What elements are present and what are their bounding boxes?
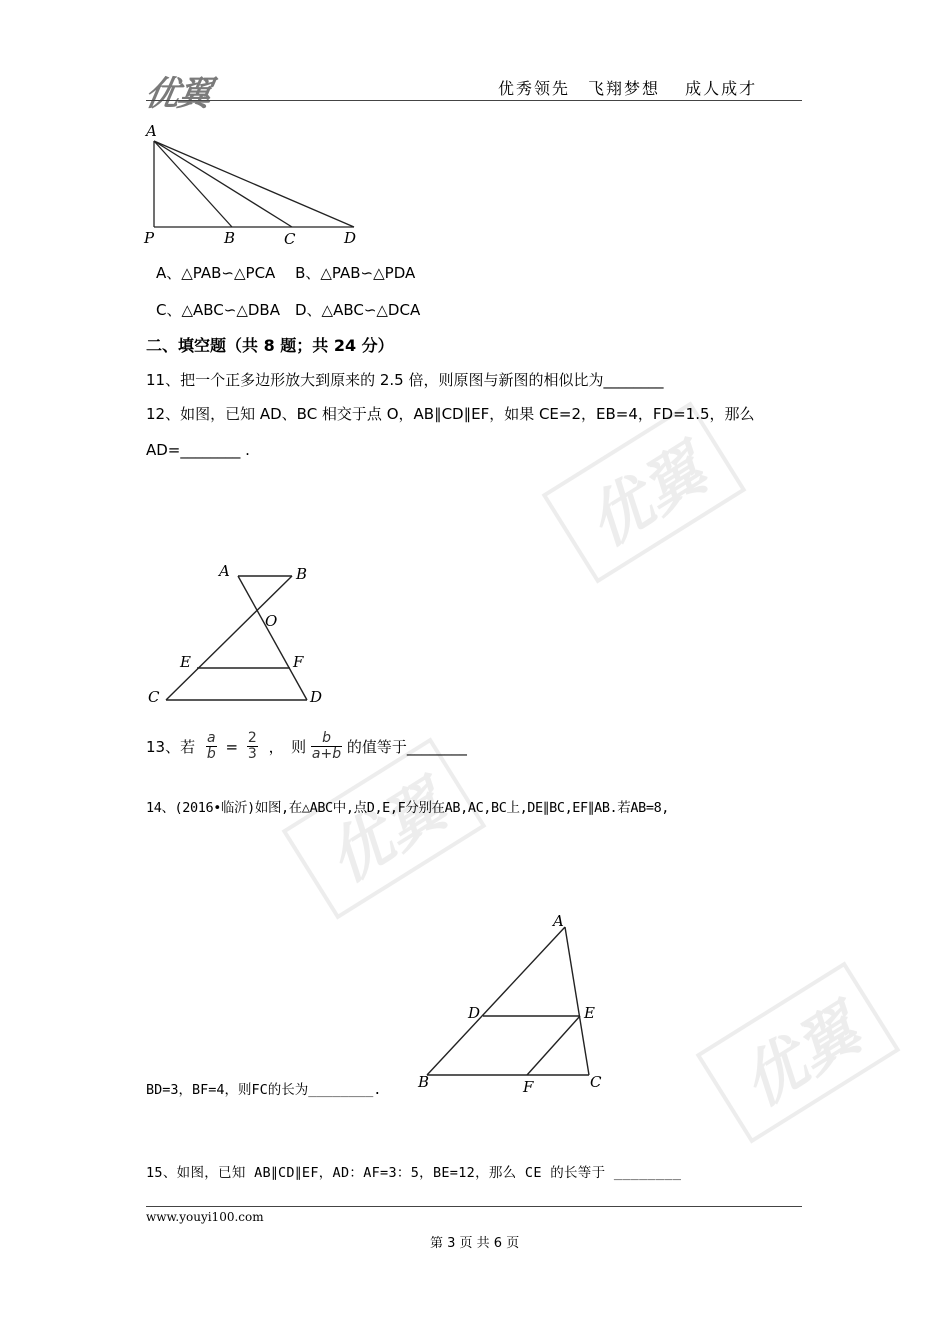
q11-text: 11、把一个正多边形放大到原来的 2.5 倍，则原图与新图的相似比为________ [146,371,664,389]
q13-fraction-two-thirds: $\frac{2}{3}$ [247,730,257,762]
label-d: D [310,688,323,706]
q14-line1: 14、(2016•临沂)如图,在△ABC中,点D,E,F分别在AB,AC,BC上,DE∥BC,EF∥AB.若AB=8, [146,800,670,816]
q10-options-line2: C、△ABC∽△DBA D、△ABC∽△DCA [156,301,421,319]
footer-website: www.youyi100.com [146,1210,264,1224]
label-a: A [219,562,230,580]
label-c: C [148,688,160,706]
q10-options-line1: A、△PAB∽△PCA B、△PAB∽△PDA [156,264,416,282]
label-d: D [468,1004,481,1022]
label-c: C [590,1073,602,1091]
label-a: A [553,912,564,930]
figure-hourglass-abcd [140,555,340,715]
q13-text [146,731,467,762]
q13-middle: ， 则 [268,738,307,756]
label-f: F [523,1078,534,1096]
section2-title: 二、填空题（共 8 题；共 24 分） [146,336,394,355]
page-number: 第 3 页 共 6 页 [430,1236,520,1251]
q13-fraction-a-over-b: $\frac{a}{b}$ [206,730,216,762]
q13-prefix: 13、若 [146,738,196,756]
label-c: C [284,230,296,248]
q14-line2: BD=3，BF=4，则FC的长为________. [146,1082,382,1098]
label-f: F [293,653,304,671]
label-a: A [146,122,157,140]
q15-text: 15、如图，已知 AB∥CD∥EF，AD：AF=3：5，BE=12，那么 CE 的长等于 ________ [146,1165,682,1181]
header-rule [146,100,802,101]
label-d: D [344,229,357,247]
watermark: 优翼 [282,737,487,919]
label-b: B [418,1073,430,1091]
label-o: O [265,612,278,630]
q12-line1: 12、如图，已知 AD、BC 相交于点 O，AB∥CD∥EF，如果 CE=2，EB=4，FD=1.5，那么 [146,405,755,423]
header-motto: 优秀领先 飞翔梦想 成人成才 [498,79,758,98]
label-b: B [296,565,308,583]
q12-line2: AD=________ . [146,441,250,459]
figure-triangle-abc-def [410,908,610,1098]
logo: 优翼 [141,74,213,114]
watermark: 优翼 [542,401,747,583]
label-e: E [180,653,191,671]
watermark: 优翼 [696,961,901,1143]
label-e: E [584,1004,595,1022]
figure-triangles-pbcd [140,120,370,250]
footer-rule [146,1206,802,1207]
q13-equals: = [225,737,239,756]
label-p: P [144,229,155,247]
q13-fraction-b-over-a-plus-b: $\frac{b}{a+b}$ [311,730,342,762]
q13-suffix: 的值等于________ [346,738,467,756]
label-b: B [224,229,236,247]
